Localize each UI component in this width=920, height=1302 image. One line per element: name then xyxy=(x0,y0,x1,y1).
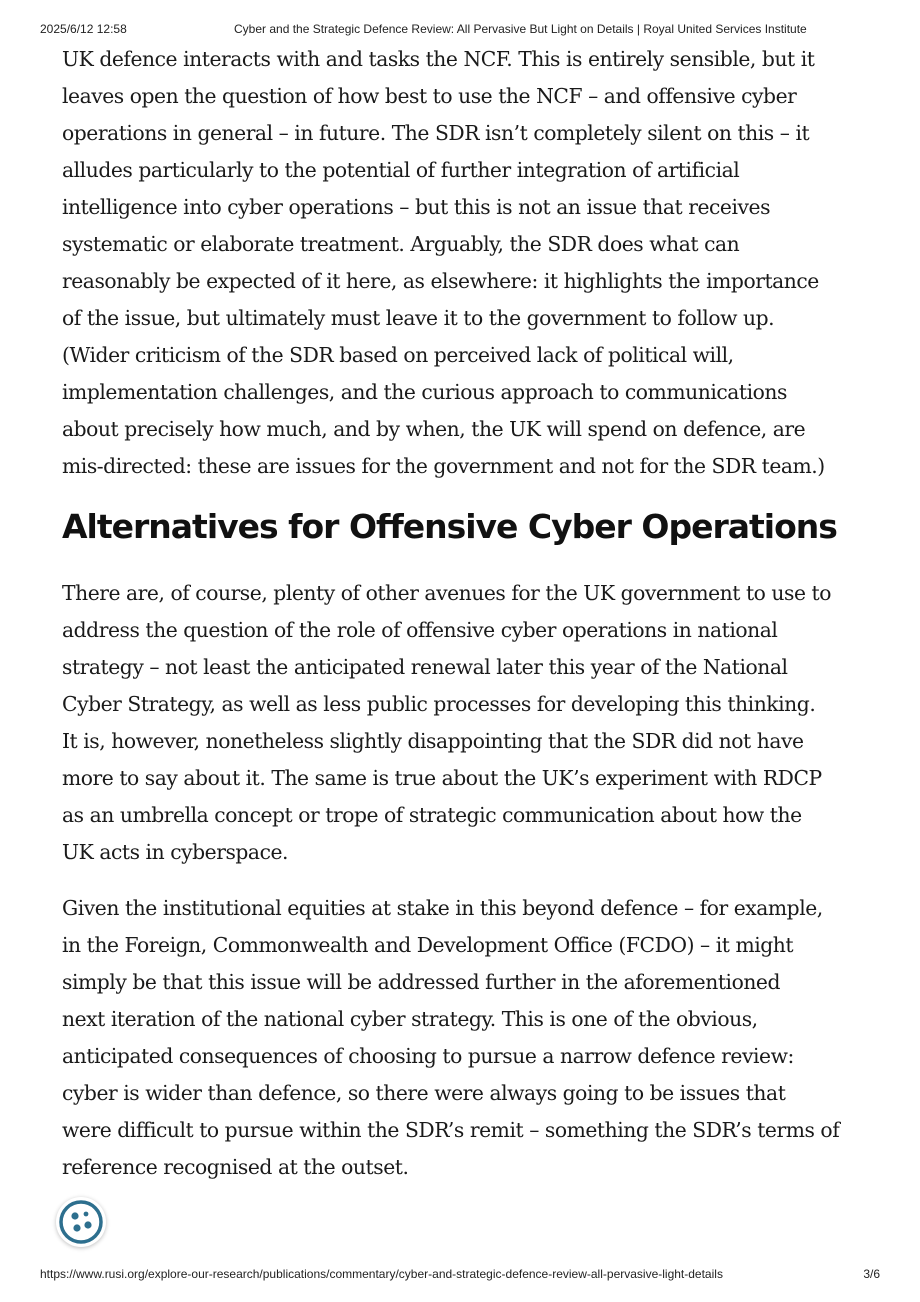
text-line: strategy – not least the anticipated renewal later this year of the National xyxy=(62,655,788,679)
text-line: There are, of course, plenty of other avenues for the UK government to use to xyxy=(62,581,832,605)
text-line: implementation challenges, and the curious approach to communications xyxy=(62,380,787,404)
article-paragraph-1 xyxy=(62,41,862,485)
article-body xyxy=(62,41,862,1186)
cookie-icon xyxy=(56,1197,106,1247)
text-line: Cyber Strategy, as well as less public processes for developing this thinking. xyxy=(62,692,816,716)
paragraph-spacer xyxy=(62,871,862,890)
print-page-title: Cyber and the Strategic Defence Review: All Pervasive But Light on Details | Royal United Services Institute xyxy=(234,22,807,36)
text-line: address the question of the role of offensive cyber operations in national xyxy=(62,618,778,642)
print-footer xyxy=(40,1267,880,1281)
text-line: UK defence interacts with and tasks the NCF. This is entirely sensible, but it xyxy=(62,47,815,71)
article-paragraph-3 xyxy=(62,890,862,1186)
text-line: were difficult to pursue within the SDR’s remit – something the SDR’s terms of xyxy=(62,1118,840,1142)
text-line: systematic or elaborate treatment. Arguably, the SDR does what can xyxy=(62,232,740,256)
text-line: mis-directed: these are issues for the government and not for the SDR team.) xyxy=(62,454,825,478)
text-line: operations in general – in future. The SDR isn’t completely silent on this – it xyxy=(62,121,810,145)
page-url: https://www.rusi.org/explore-our-research/publications/commentary/cyber-and-strategic-defence-review-all-pervasive-light-details xyxy=(40,1267,723,1281)
text-line: cyber is wider than defence, so there were always going to be issues that xyxy=(62,1081,786,1105)
text-line: more to say about it. The same is true about the UK’s experiment with RDCP xyxy=(62,766,822,790)
text-line: It is, however, nonetheless slightly disappointing that the SDR did not have xyxy=(62,729,804,753)
text-line: reference recognised at the outset. xyxy=(62,1155,409,1179)
text-line: UK acts in cyberspace. xyxy=(62,840,289,864)
print-datetime: 2025/6/12 12:58 xyxy=(40,22,127,36)
cookie-settings-button[interactable] xyxy=(56,1197,106,1247)
text-line: in the Foreign, Commonwealth and Development Office (FCDO) – it might xyxy=(62,933,794,957)
print-header xyxy=(40,22,880,36)
text-line: (Wider criticism of the SDR based on perceived lack of political will, xyxy=(62,343,734,367)
text-line: next iteration of the national cyber strategy. This is one of the obvious, xyxy=(62,1007,758,1031)
text-line: reasonably be expected of it here, as elsewhere: it highlights the importance xyxy=(62,269,819,293)
article-paragraph-2 xyxy=(62,575,862,871)
text-line: of the issue, but ultimately must leave it to the government to follow up. xyxy=(62,306,775,330)
text-line: about precisely how much, and by when, the UK will spend on defence, are xyxy=(62,417,806,441)
text-line: alludes particularly to the potential of further integration of artificial xyxy=(62,158,740,182)
text-line: as an umbrella concept or trope of strategic communication about how the xyxy=(62,803,802,827)
text-line: Given the institutional equities at stake in this beyond defence – for example, xyxy=(62,896,823,920)
text-line: simply be that this issue will be addressed further in the aforementioned xyxy=(62,970,781,994)
page-indicator: 3/6 xyxy=(863,1267,880,1281)
section-heading: Alternatives for Offensive Cyber Operations xyxy=(62,507,837,546)
text-line: anticipated consequences of choosing to pursue a narrow defence review: xyxy=(62,1044,794,1068)
text-line: intelligence into cyber operations – but this is not an issue that receives xyxy=(62,195,771,219)
text-line: leaves open the question of how best to use the NCF – and offensive cyber xyxy=(62,84,797,108)
